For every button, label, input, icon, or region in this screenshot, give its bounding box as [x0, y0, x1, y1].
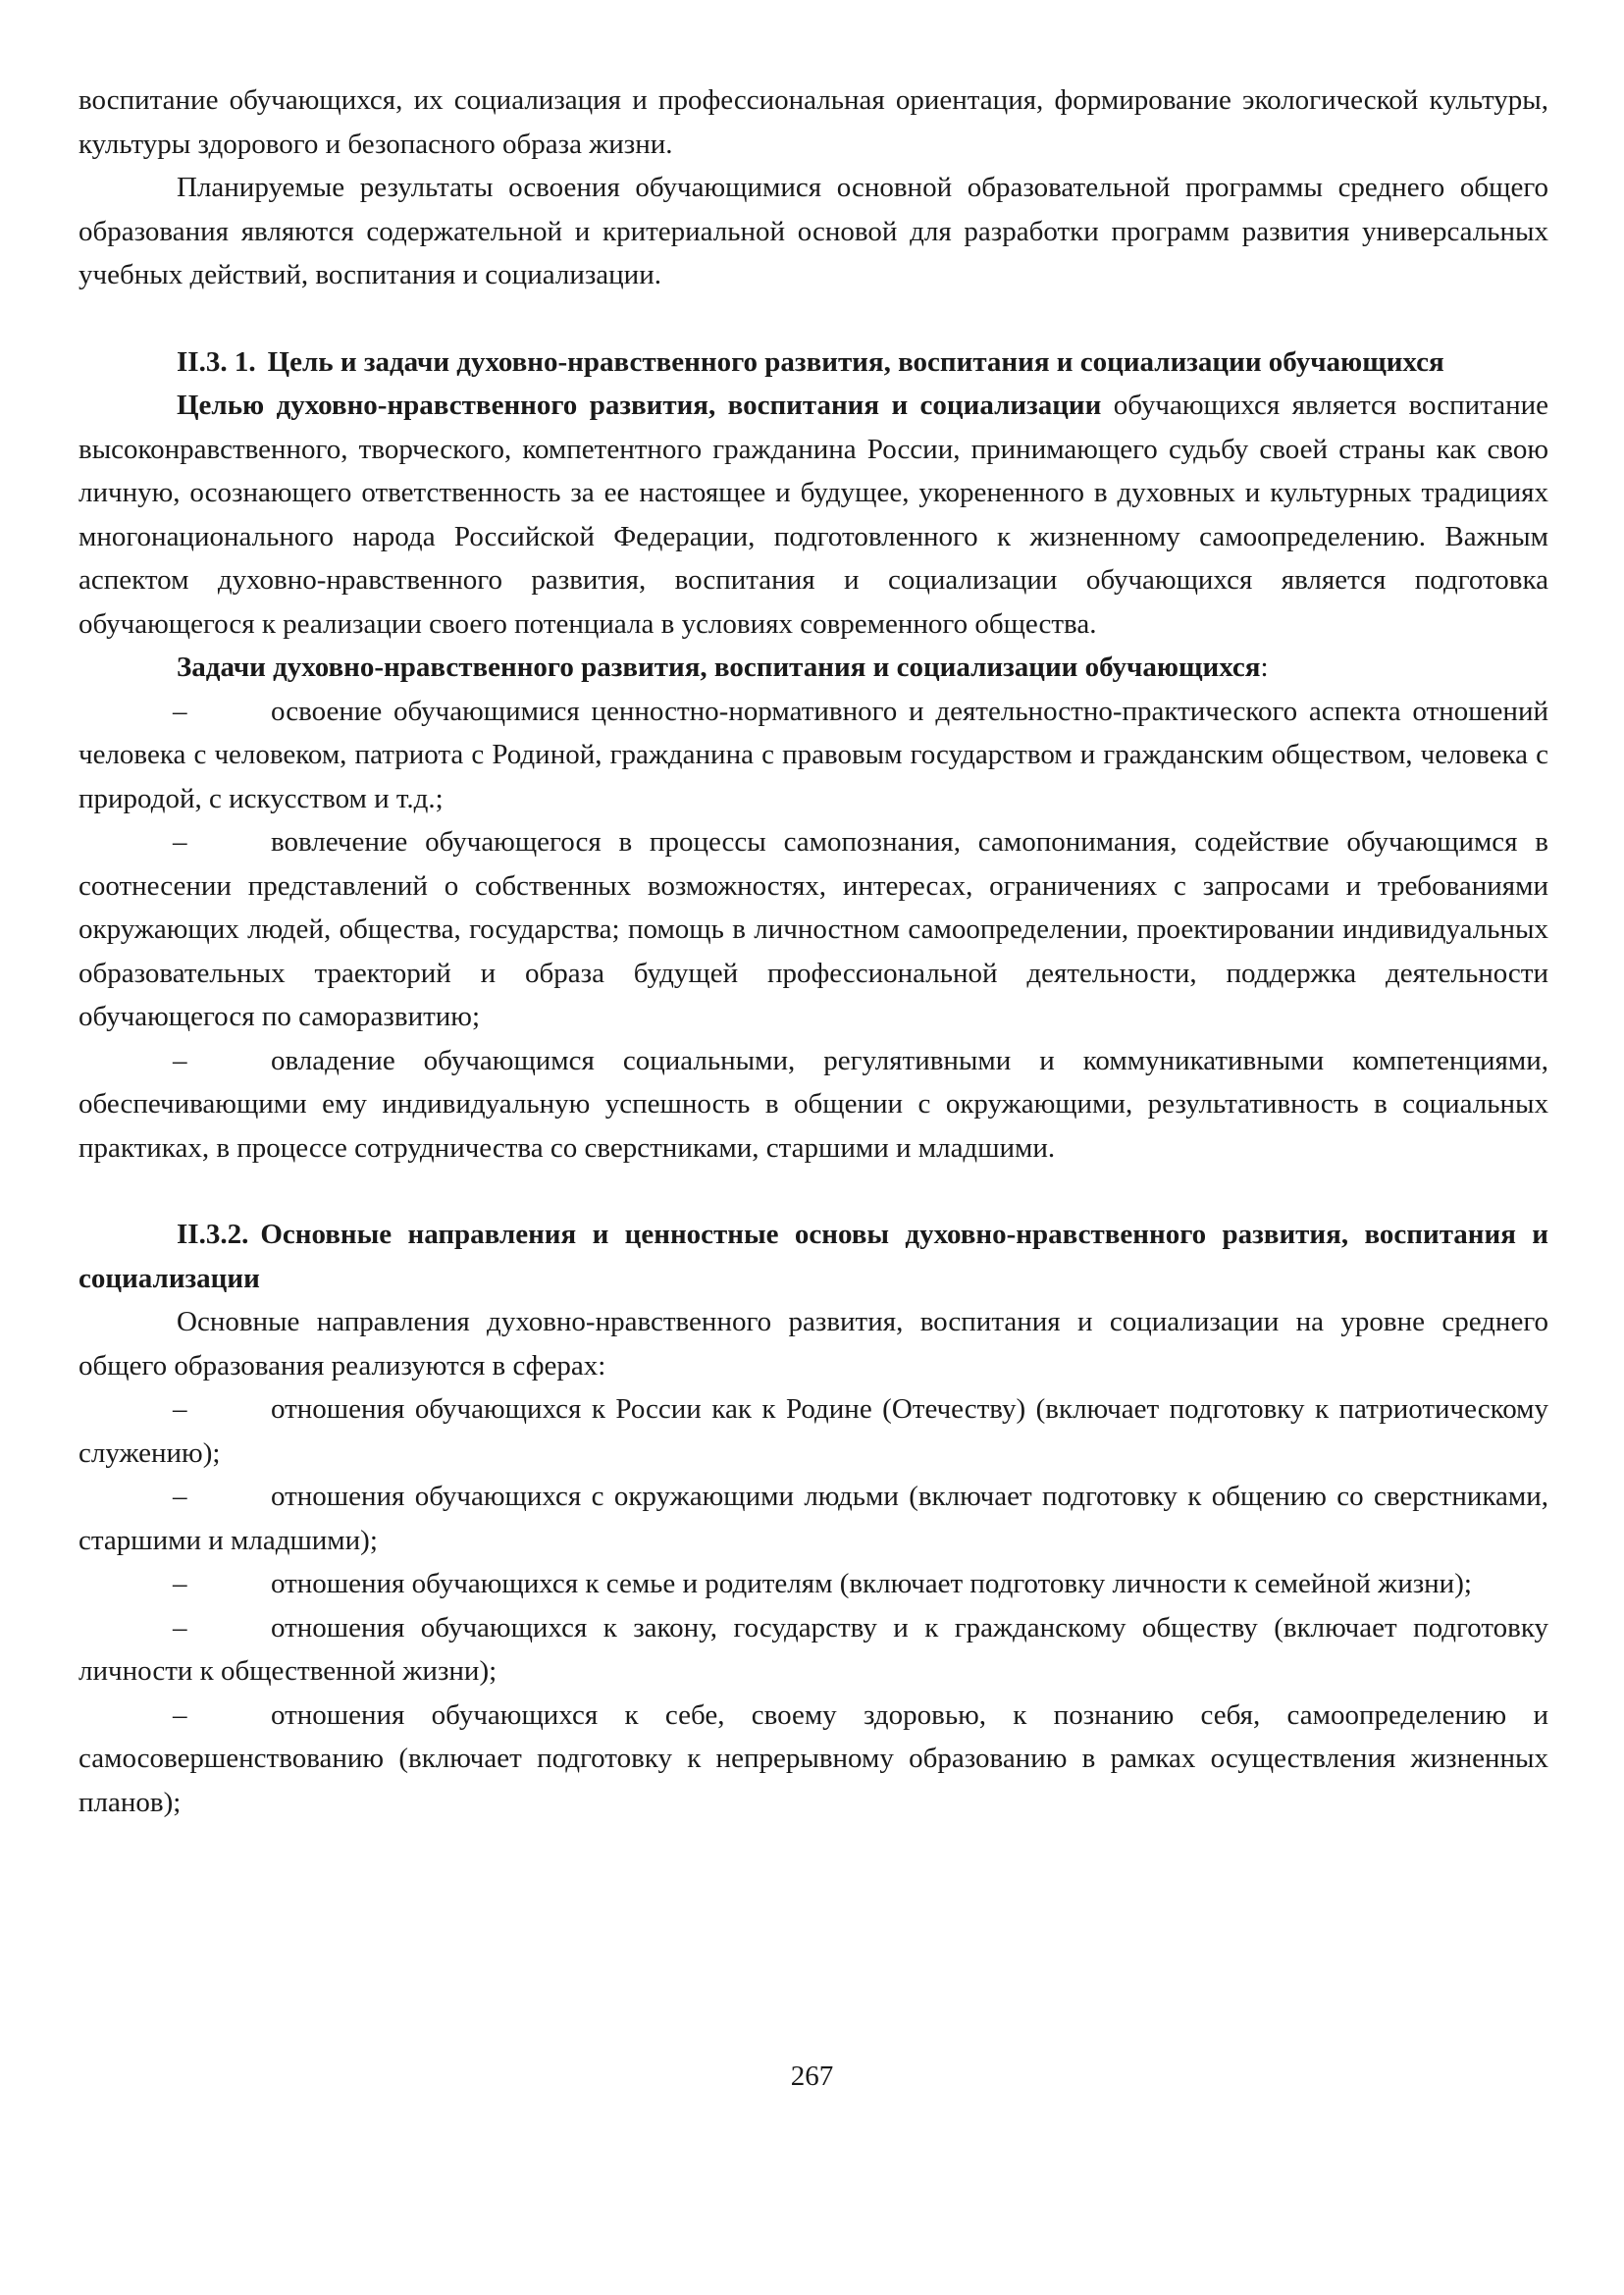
list-item-text: овладение обучающимся социальными, регулятивными и коммуникативными компетенциями, обеспечивающими ему индивидуальную успешность в общении с окружающими, результативность в социальных практиках, в процессе сотрудничества со сверстниками, старшими и младшими.	[79, 1044, 1548, 1164]
list-item-text: отношения обучающихся с окружающими людьми (включает подготовку к общению со сверстниками, старшими и младшими);	[79, 1481, 1548, 1556]
list-item	[79, 1562, 1548, 1606]
spacer	[79, 297, 1548, 340]
section-1-number: II.3. 1.	[177, 345, 256, 378]
list-dash: –	[173, 1481, 187, 1512]
tasks-colon: :	[1260, 652, 1269, 683]
list-dash: –	[173, 1611, 187, 1643]
section-2-intro: Основные направления духовно-нравственного развития, воспитания и социализации на уровне среднего общего образования реализуются в сферах:	[79, 1306, 1548, 1382]
list-dash: –	[173, 1568, 187, 1599]
list-item	[79, 690, 1548, 821]
list-dash: –	[173, 826, 187, 858]
list-item-text: освоение обучающимися ценностно-нормативного и деятельностно-практического аспекта отношений человека с человеком, патриота с Родиной, гражданина с правовым государством и гражданским обществом, человека с природой, с искусством и т.д.;	[79, 695, 1548, 814]
intro-paragraph-2: Планируемые результаты освоения обучающимися основной образовательной программы среднего общего образования являются содержательной и критериальной основой для разработки программ развития универсальных учебных действий, воспитания и социализации.	[79, 172, 1548, 290]
list-item-text: отношения обучающихся к семье и родителям (включает подготовку личности к семейной жизни);	[271, 1568, 1472, 1599]
page-number: 267	[790, 2060, 834, 2092]
section-1-title: Цель и задачи духовно-нравственного развития, воспитания и социализации обучающихся	[267, 345, 1444, 378]
intro-paragraph-1: воспитание обучающихся, их социализация и профессиональная ориентация, формирование экологической культуры, культуры здорового и безопасного образа жизни.	[79, 84, 1548, 160]
list-item-text: отношения обучающихся к себе, своему здоровью, к познанию себя, самоопределению и самосовершенствованию (включает подготовку к непрерывному образованию в рамках осуществления жизненных планов);	[79, 1698, 1548, 1818]
list-item	[79, 1606, 1548, 1694]
list-item	[79, 820, 1548, 1039]
list-dash: –	[173, 695, 187, 727]
spacer	[79, 1170, 1548, 1213]
list-item-text: отношения обучающихся к закону, государству и к гражданскому обществу (включает подготовку личности к общественной жизни);	[79, 1611, 1548, 1687]
goal-paragraph	[79, 384, 1548, 646]
list-dash: –	[173, 1393, 187, 1425]
list-item	[79, 1387, 1548, 1475]
list-dash: –	[173, 1044, 187, 1076]
list-dash: –	[173, 1698, 187, 1731]
section-2-heading	[79, 1213, 1548, 1300]
list-item	[79, 1475, 1548, 1562]
section-2-title: Основные направления и ценностные основы духовно-нравственного развития, воспитания и социализации	[79, 1219, 1548, 1294]
section-2-number: II.3.2.	[177, 1219, 249, 1250]
document-page	[79, 78, 1548, 1824]
tasks-bold-lead: Задачи духовно-нравственного развития, воспитания и социализации обучающихся	[177, 652, 1261, 683]
tasks-heading	[79, 646, 1548, 690]
list-item-text: вовлечение обучающегося в процессы самопознания, самопонимания, содействие обучающимся в соотнесении представлений о собственных возможностях, интересах, ограничениях с запросами и требованиями окружающих людей, общества, государства; помощь в личностном самоопределении, проектировании индивидуальных образовательных траекторий и образа будущей профессиональной деятельности, поддержка деятельности обучающегося по саморазвитию;	[79, 826, 1548, 1032]
goal-bold-lead: Целью духовно-нравственного развития, воспитания и социализации	[177, 390, 1102, 421]
list-item	[79, 1694, 1548, 1825]
goal-text: обучающихся является воспитание высоконравственного, творческого, компетентного гражданина России, принимающего судьбу своей страны как свою личную, осознающего ответственность за ее настоящее и будущее, укорененного в духовных и культурных традициях многонационального народа Российской Федерации, подготовленного к жизненному самоопределению. Важным аспектом духовно-нравственного развития, воспитания и социализации обучающихся является подготовка обучающегося к реализации своего потенциала в условиях современного общества.	[79, 390, 1548, 640]
list-item	[79, 1039, 1548, 1171]
section-1-heading	[79, 340, 1548, 385]
list-item-text: отношения обучающихся к России как к Родине (Отечеству) (включает подготовку к патриотическому служению);	[79, 1393, 1548, 1469]
